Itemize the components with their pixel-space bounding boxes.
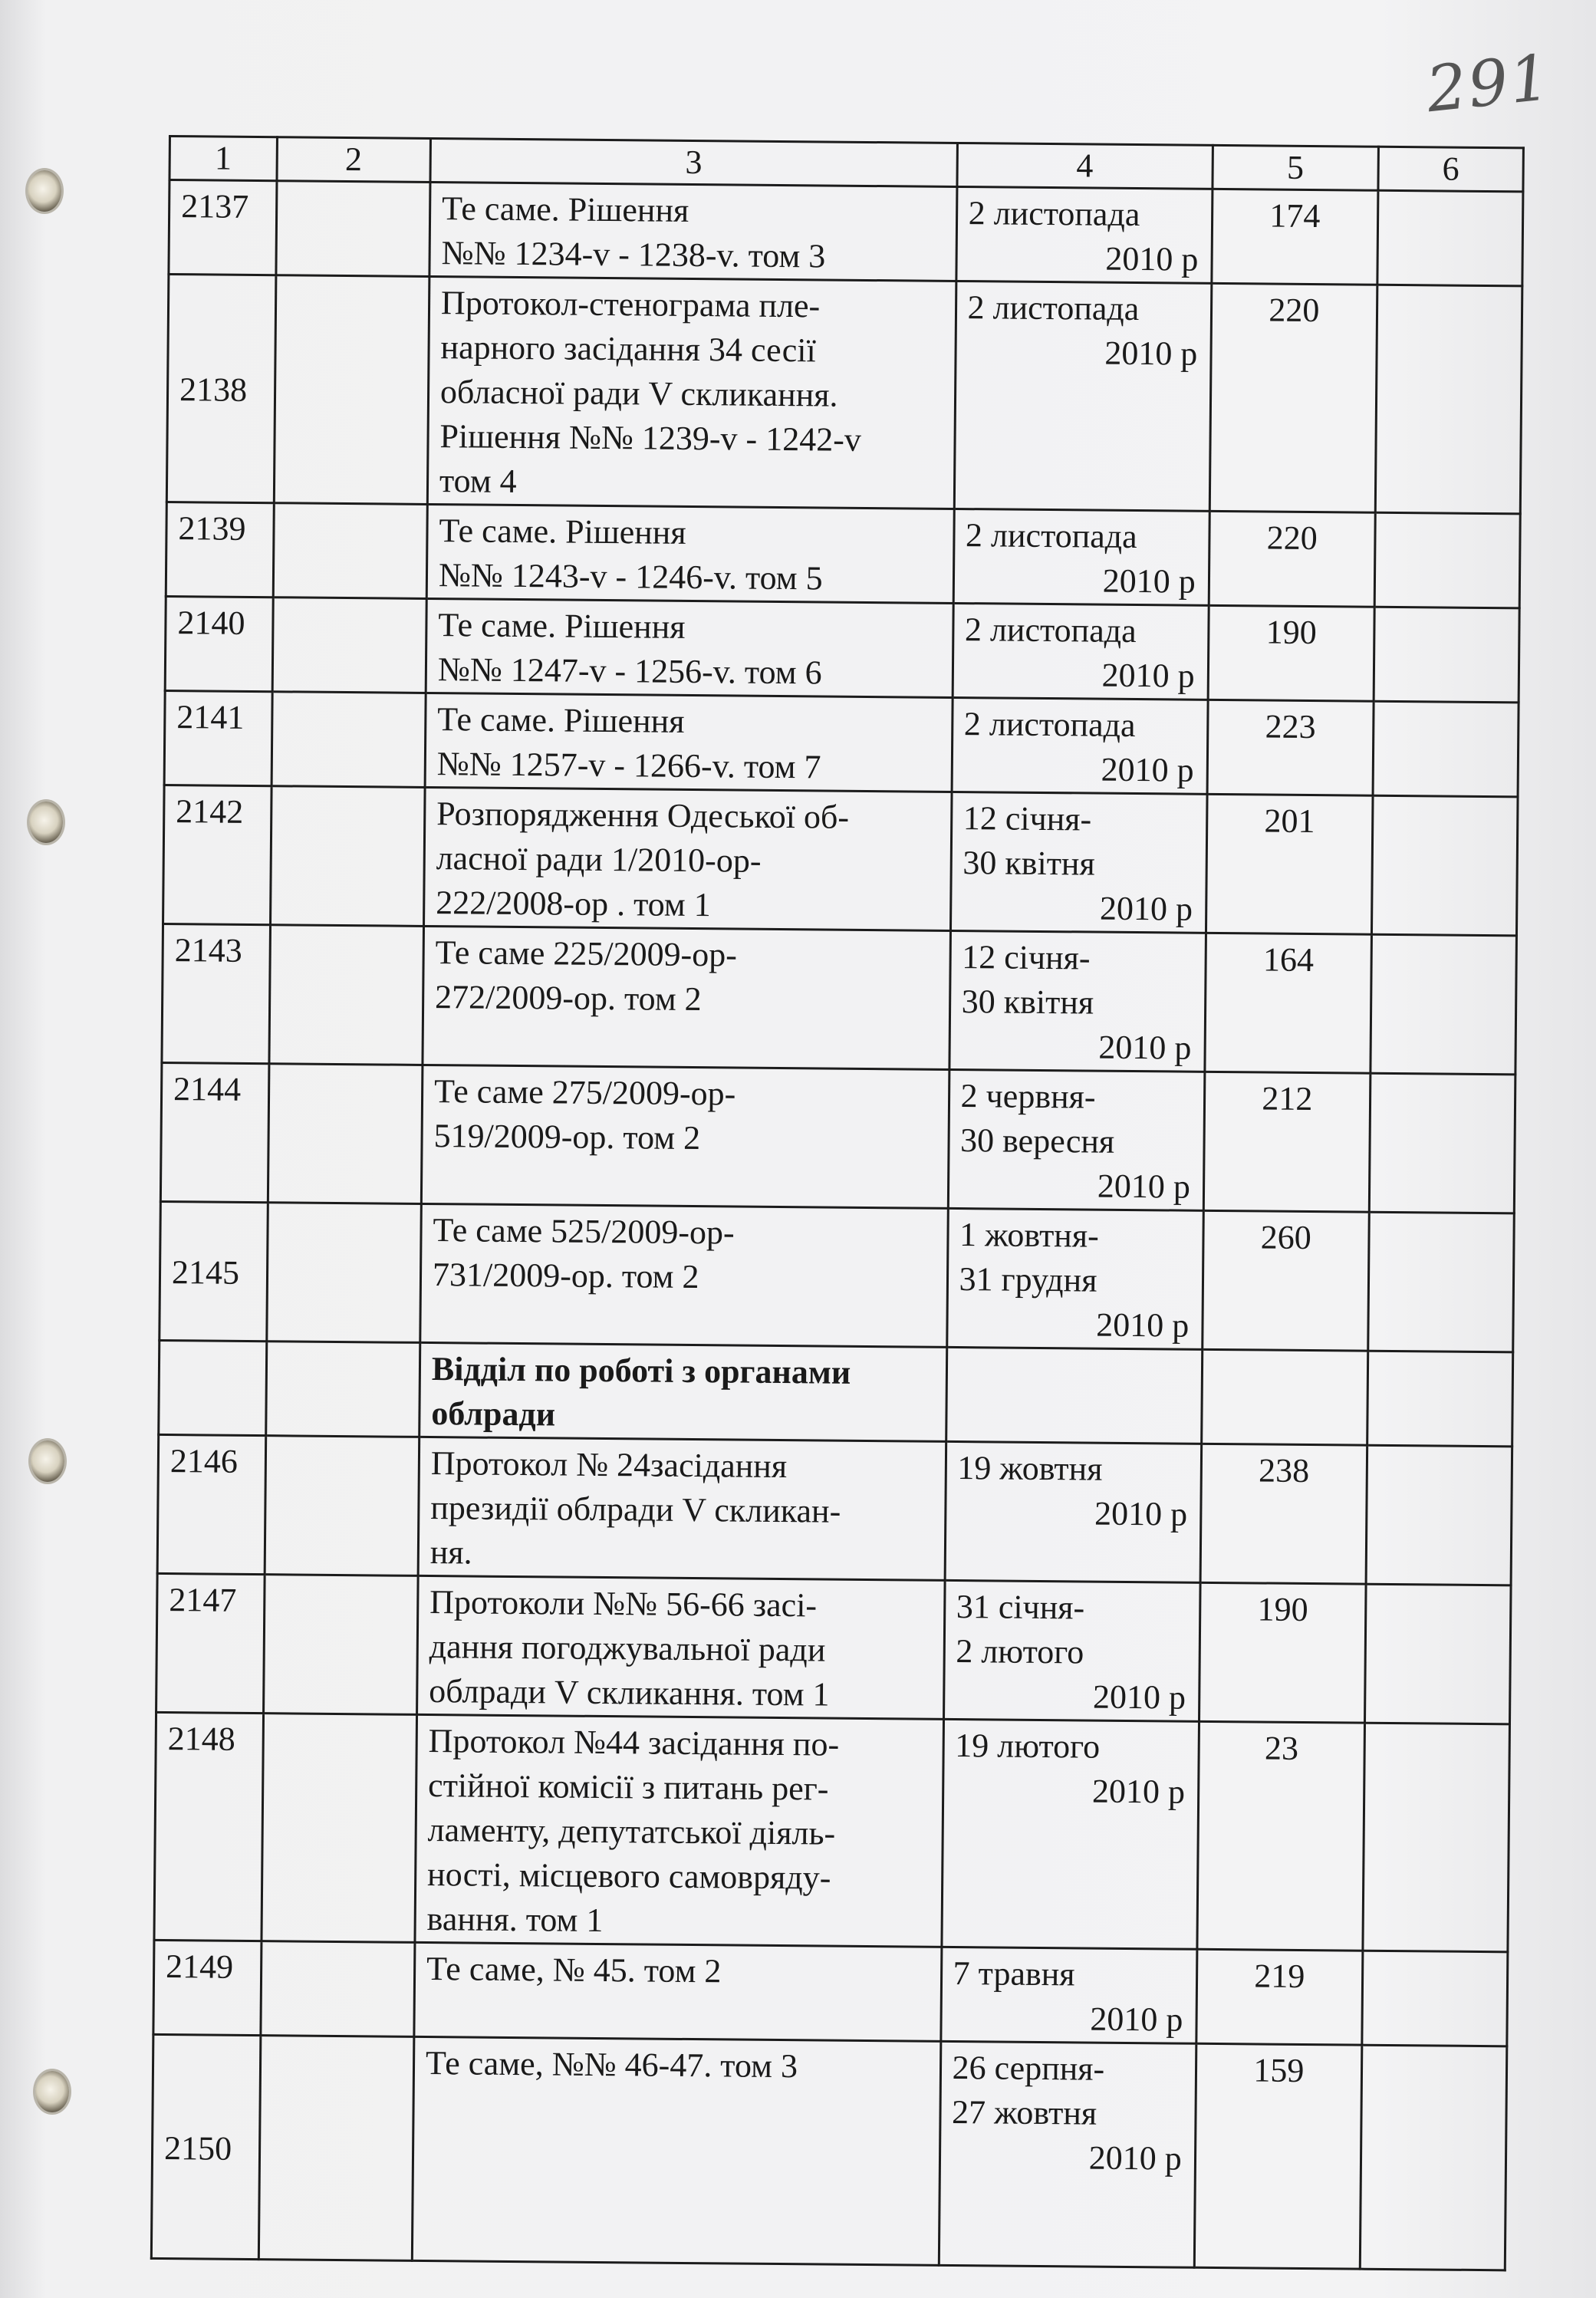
notes-cell (1366, 1445, 1512, 1585)
table-row (166, 275, 1522, 514)
column-header: 1 (169, 137, 277, 181)
notes-cell (1371, 795, 1518, 936)
item-number: 2139 (166, 502, 274, 597)
table-row (153, 1940, 1508, 2046)
item-number: 2144 (160, 1062, 268, 1202)
date-year: 2010 р (1097, 1167, 1191, 1206)
sheet-count: 164 (1205, 933, 1372, 1073)
notes-cell (1377, 190, 1523, 286)
empty-cell (275, 181, 429, 277)
table-row (151, 2034, 1506, 2270)
table-row (165, 596, 1519, 702)
item-description: Те саме. Рішення №№ 1234-v - 1238-v. том 3 (429, 182, 957, 281)
item-description: Те саме, № 45. том 2 (414, 1942, 942, 2041)
inventory-table (150, 135, 1525, 2271)
sheet-count: 223 (1207, 700, 1374, 795)
date-year: 2010 р (1098, 1028, 1192, 1067)
sheet-count: 159 (1194, 2043, 1362, 2269)
empty-cell (272, 598, 426, 693)
item-number: 2138 (166, 275, 275, 503)
empty-cell (268, 1064, 423, 1204)
item-dates (956, 186, 1212, 283)
date-range (959, 1351, 1190, 1354)
table-row (156, 1573, 1512, 1724)
sheet-count: 220 (1209, 283, 1377, 512)
section-title: Відділ по роботі з органами облради (420, 1342, 947, 1441)
item-number: 2145 (160, 1201, 268, 1341)
binder-hole (35, 2071, 69, 2112)
item-number: 2142 (163, 785, 271, 924)
item-dates (949, 930, 1206, 1072)
item-number: 2143 (162, 923, 270, 1063)
table-row (163, 785, 1519, 935)
date-year: 2010 р (1090, 2000, 1183, 2039)
date-year: 2010 р (1105, 239, 1199, 278)
date-range: 2 листопада (963, 705, 1136, 745)
item-dates (954, 281, 1212, 511)
table-row (166, 502, 1520, 607)
section-heading-row (159, 1340, 1513, 1446)
sheet-count: 190 (1199, 1582, 1366, 1723)
sheet-count: 212 (1203, 1072, 1371, 1212)
column-header: 3 (430, 138, 957, 186)
item-number: 2141 (164, 690, 272, 785)
item-number: 2150 (151, 2034, 260, 2259)
empty-cell (274, 275, 429, 505)
date-range: 31 січня- 2 лютого (956, 1588, 1085, 1671)
date-year: 2010 р (1096, 1305, 1190, 1345)
sheet-count: 23 (1197, 1721, 1365, 1951)
column-header: 5 (1213, 145, 1379, 190)
item-description: Розпорядження Одеської об- ласної ради 1/2010-ор- 222/2008-ор . том 1 (423, 787, 951, 930)
date-range: 12 січня- 30 квітня (963, 799, 1095, 883)
column-header: 6 (1378, 147, 1524, 192)
date-range: 12 січня- 30 квітня (961, 938, 1094, 1022)
item-dates (950, 792, 1207, 933)
column-header: 4 (957, 143, 1213, 189)
binder-hole (28, 170, 61, 212)
table-row (160, 1201, 1515, 1351)
item-dates (948, 1069, 1205, 1210)
notes-cell (1373, 701, 1519, 797)
sheet-count: 260 (1202, 1210, 1369, 1351)
item-dates (946, 1208, 1203, 1349)
item-number: 2149 (153, 1940, 262, 2035)
empty-cell (260, 1941, 414, 2037)
item-description: Те саме. Рішення №№ 1243-v - 1246-v. том 5 (426, 504, 954, 603)
item-description: Протокол-стенограма пле- нарного засідання 34 сесії обласної ради V скликання. Рішення №№ 1239-v - 1242-v том 4 (427, 276, 956, 509)
binder-hole (31, 1440, 64, 1482)
item-dates (953, 603, 1209, 700)
notes-cell (1369, 1073, 1515, 1213)
date-year: 2010 р (1101, 750, 1194, 789)
empty-cell (271, 692, 426, 788)
empty-cell (270, 786, 425, 927)
item-description: Те саме. Рішення №№ 1247-v - 1256-v. том 6 (426, 598, 953, 697)
date-year: 2010 р (1091, 1772, 1186, 1811)
notes-cell (1375, 285, 1522, 514)
item-number: 2137 (169, 180, 277, 275)
item-dates (940, 1947, 1196, 2043)
notes-cell (1363, 1723, 1510, 1952)
notes-cell (1374, 512, 1520, 608)
table-row (157, 1434, 1512, 1585)
date-year: 2010 р (1101, 656, 1195, 695)
date-year: 2010 р (1092, 1677, 1186, 1717)
notes-cell (1367, 1351, 1513, 1447)
date-year (959, 1351, 1190, 1354)
table-row (169, 180, 1523, 286)
item-dates (946, 1347, 1202, 1444)
date-range: 7 травня (953, 1954, 1075, 1993)
item-dates (943, 1580, 1200, 1721)
date-range: 2 листопада (965, 516, 1137, 556)
item-dates (952, 697, 1208, 794)
table-row (160, 1062, 1515, 1213)
item-description: Те саме 275/2009-ор- 519/2009-ор. том 2 (421, 1065, 949, 1208)
sheet-count: 238 (1200, 1444, 1367, 1584)
sheet-count: 174 (1212, 189, 1378, 285)
item-number: 2146 (157, 1434, 265, 1574)
date-range: 2 червня- 30 вересня (959, 1077, 1115, 1161)
date-year: 2010 р (1104, 334, 1198, 373)
empty-cell (273, 503, 427, 599)
sheet-count: 201 (1206, 794, 1373, 934)
item-description: Те саме. Рішення №№ 1257-v - 1266-v. том 7 (425, 693, 953, 792)
date-year: 2010 р (1094, 1494, 1188, 1533)
date-range: 1 жовтня- 31 грудня (959, 1216, 1099, 1299)
item-description: Те саме, №№ 46-47. том 3 (412, 2036, 940, 2265)
empty-cell (266, 1203, 421, 1343)
empty-cell (265, 1436, 420, 1576)
empty-cell (269, 925, 424, 1065)
item-description: Те саме 225/2009-ор- 272/2009-ор. том 2 (423, 926, 950, 1069)
notes-cell (1364, 1584, 1511, 1724)
date-range: 26 серпня- 27 жовтня (951, 2049, 1105, 2132)
date-year: 2010 р (1088, 2138, 1182, 2178)
table-row (154, 1712, 1510, 1951)
sheet-count: 220 (1209, 511, 1375, 607)
date-range: 2 листопада (964, 611, 1137, 650)
item-description: Протокол № 24засідання президії облради V скликан- ня. (418, 1437, 946, 1580)
notes-cell (1368, 1212, 1515, 1352)
date-year: 2010 р (1099, 889, 1193, 928)
table-row (164, 690, 1519, 796)
item-dates (939, 2041, 1196, 2267)
empty-cell (258, 2036, 414, 2261)
column-header: 2 (277, 137, 431, 183)
notes-cell (1374, 607, 1519, 703)
item-description: Протокол №44 засідання по- стійної комісії з питань рег- ламенту, депутатської діяль- ності, місцевого самовряду- вання. том 1 (415, 1714, 943, 1947)
item-number: 2148 (154, 1712, 263, 1941)
item-dates (945, 1441, 1202, 1582)
notes-cell (1362, 1951, 1508, 2046)
notes-cell (1360, 2045, 1507, 2270)
date-range: 2 листопада (967, 288, 1140, 328)
date-range: 2 листопада (968, 194, 1140, 234)
handwritten-page-number: 291 (1423, 41, 1555, 127)
item-dates (941, 1719, 1199, 1949)
sheet-count: 219 (1196, 1949, 1363, 2045)
binder-hole (29, 802, 63, 843)
empty-cell (262, 1714, 417, 1943)
sheet-count: 190 (1208, 605, 1374, 701)
empty-cell (265, 1342, 420, 1437)
date-range: 19 жовтня (957, 1449, 1103, 1488)
item-description: Те саме 525/2009-ор- 731/2009-ор. том 2 (420, 1203, 948, 1347)
table-row (162, 923, 1517, 1074)
item-dates (953, 509, 1209, 605)
item-description: Протоколи №№ 56-66 засі- дання погоджувальної ради облради V скликання. том 1 (416, 1575, 944, 1719)
item-number: 2140 (165, 596, 273, 691)
empty-cell (263, 1575, 418, 1715)
notes-cell (1371, 934, 1517, 1075)
date-year: 2010 р (1102, 561, 1196, 601)
item-number: 2147 (156, 1573, 265, 1713)
item-number (159, 1340, 267, 1435)
date-range: 19 лютого (955, 1727, 1101, 1766)
sheet-count (1201, 1349, 1367, 1445)
